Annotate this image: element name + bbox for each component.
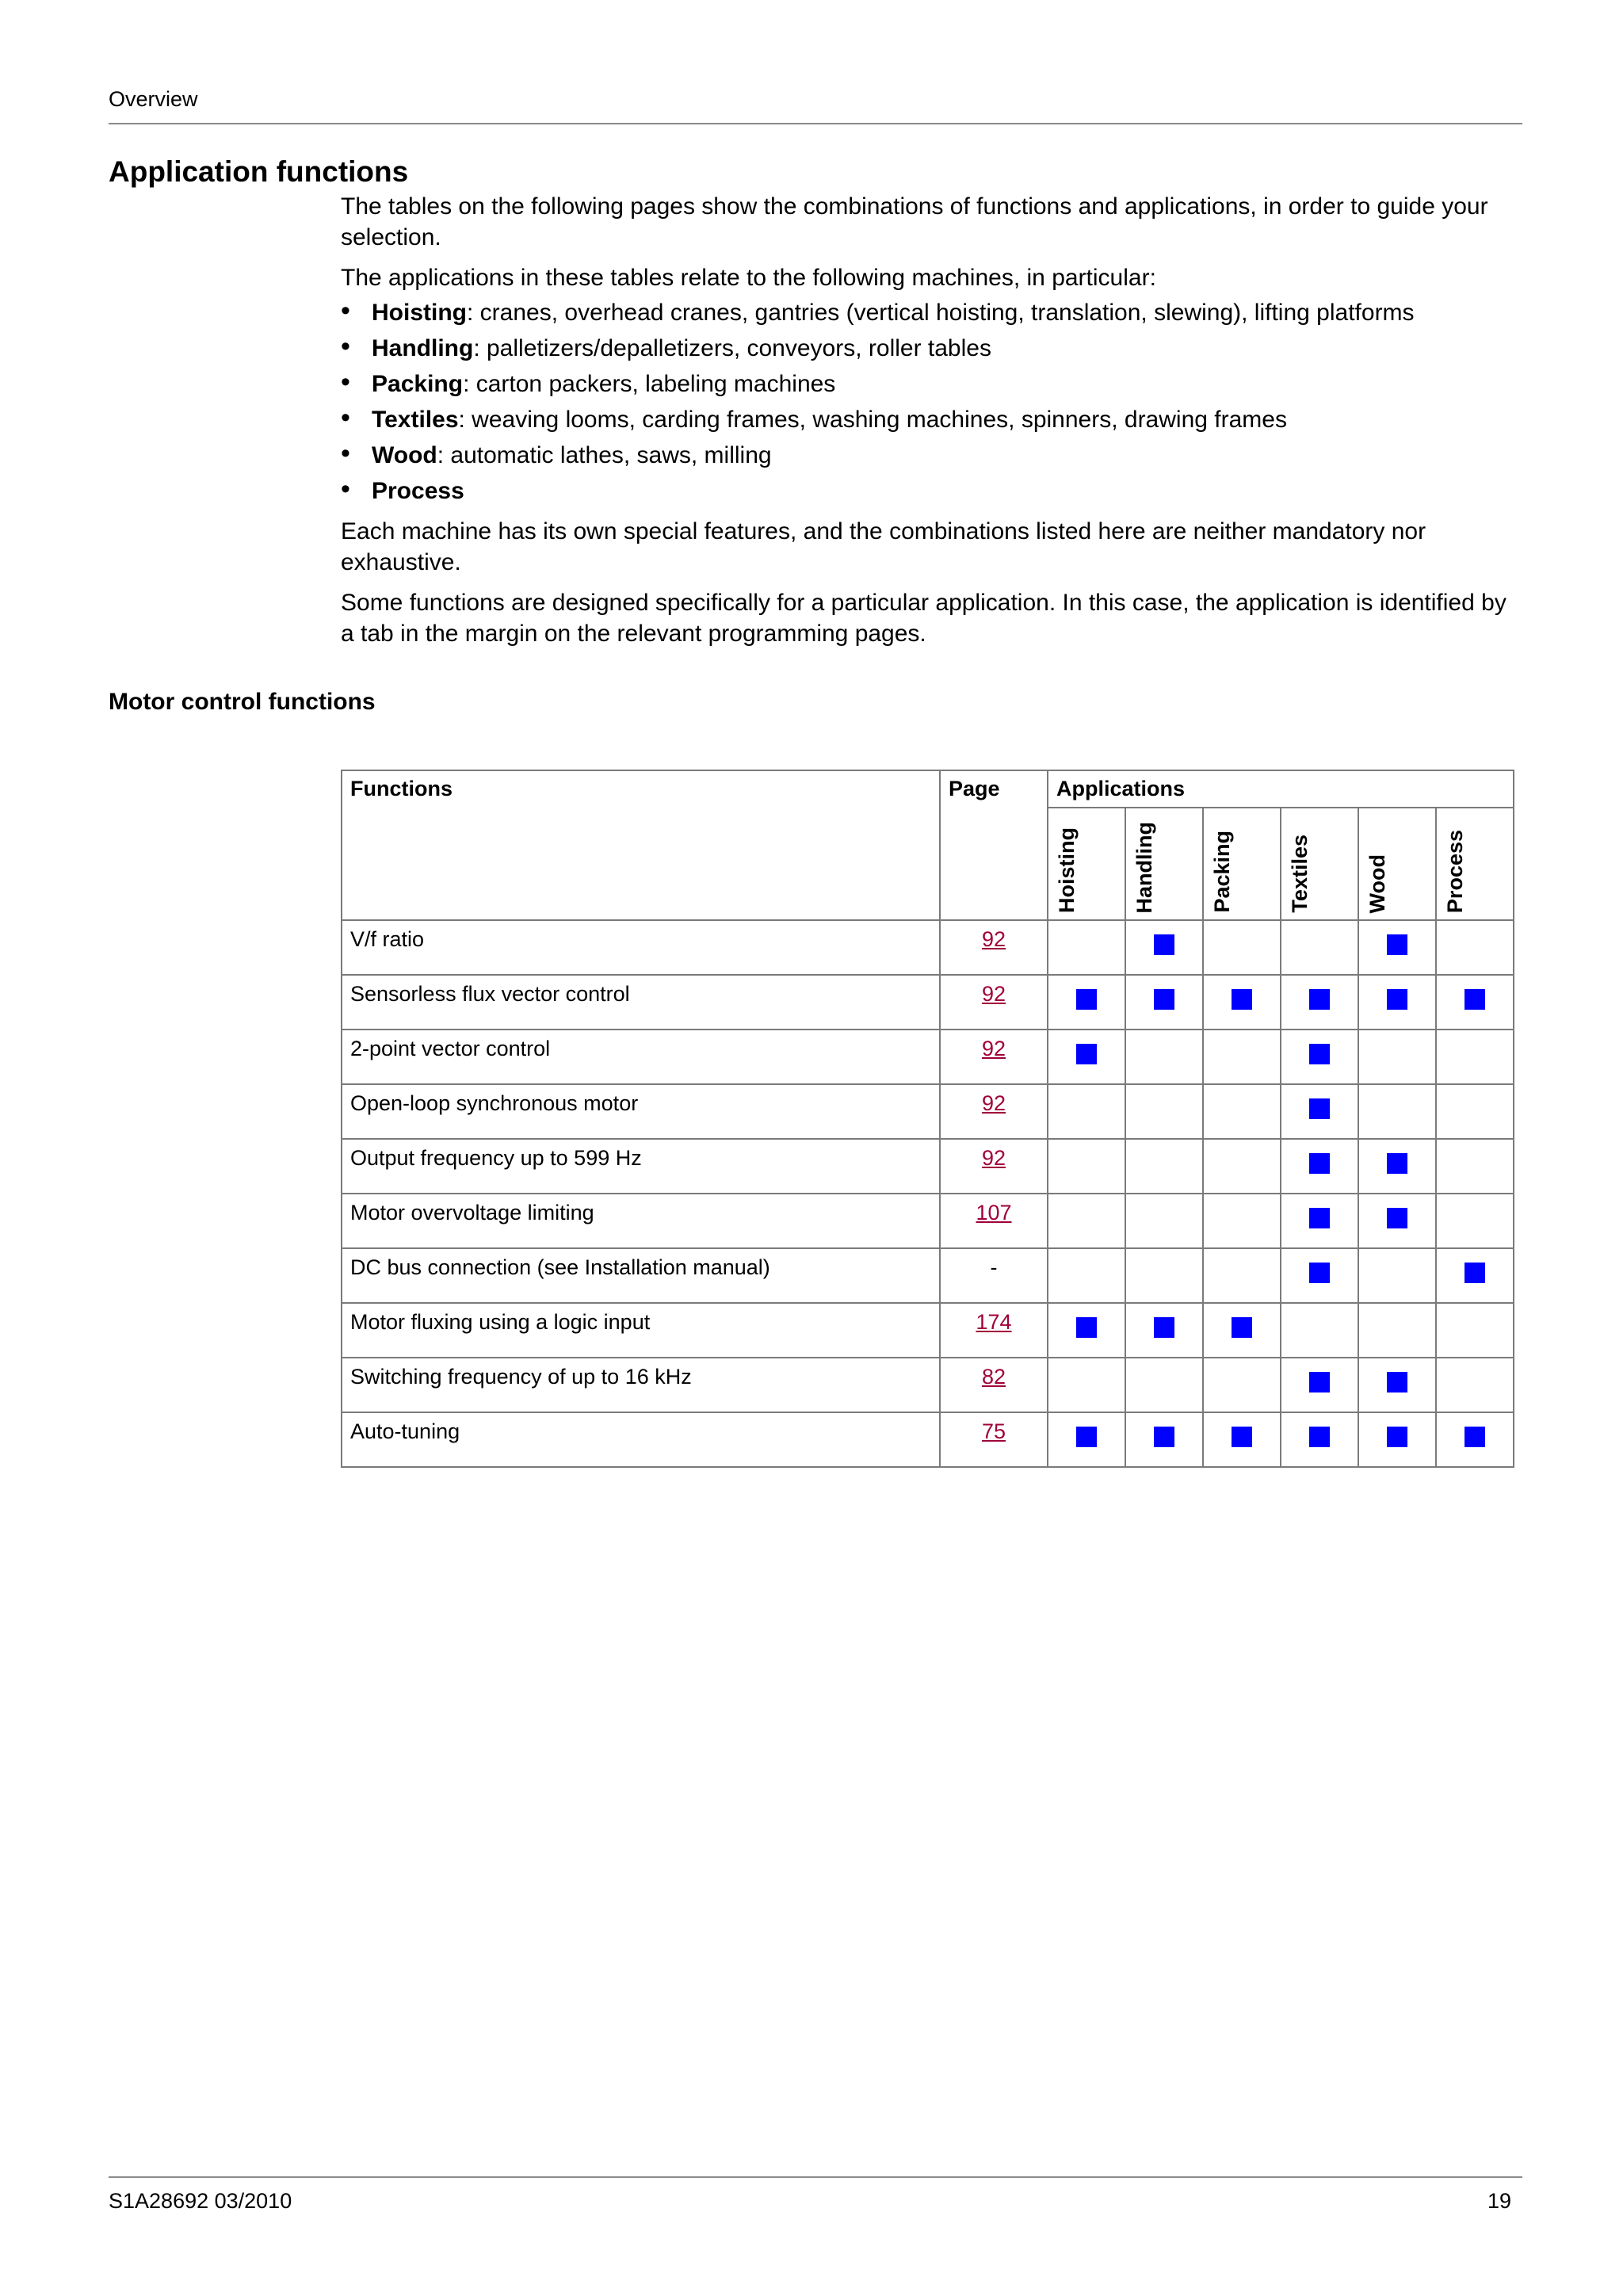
application-cell xyxy=(1281,1358,1358,1412)
page-cell xyxy=(940,1248,1048,1303)
app-header-process xyxy=(1436,808,1514,920)
application-cell xyxy=(1358,1248,1436,1303)
page-cell xyxy=(940,1139,1048,1194)
machine-desc: : palletizers/depalletizers, conveyors, roller tables xyxy=(473,335,991,361)
applies-square-icon xyxy=(1309,1208,1330,1228)
application-cell xyxy=(1281,1084,1358,1139)
bullet-icon: • xyxy=(341,474,350,504)
col-header-functions: Functions xyxy=(342,770,940,920)
application-cell xyxy=(1281,1194,1358,1248)
table-row xyxy=(342,1412,1514,1467)
applies-square-icon xyxy=(1154,934,1174,955)
page-cell xyxy=(940,1194,1048,1248)
application-cell xyxy=(1125,1030,1203,1084)
list-item xyxy=(341,297,1522,333)
application-cell xyxy=(1436,975,1514,1030)
app-header-handling xyxy=(1125,808,1203,920)
list-item xyxy=(341,333,1522,369)
table-row xyxy=(342,1303,1514,1358)
function-name: Switching frequency of up to 16 kHz xyxy=(342,1358,940,1412)
page-cell xyxy=(940,1084,1048,1139)
application-cell xyxy=(1048,1194,1125,1248)
machine-desc: : weaving looms, carding frames, washing machines, spinners, drawing frames xyxy=(458,407,1287,433)
table-row xyxy=(342,1030,1514,1084)
page-link[interactable]: 92 xyxy=(981,982,1006,1006)
machine-name: Hoisting xyxy=(372,300,467,326)
applies-square-icon xyxy=(1154,1317,1174,1338)
application-cell xyxy=(1125,975,1203,1030)
application-cell xyxy=(1436,1303,1514,1358)
machine-name: Packing xyxy=(372,371,464,397)
application-cell xyxy=(1436,1030,1514,1084)
table-row xyxy=(342,1248,1514,1303)
bullet-icon: • xyxy=(341,331,350,361)
machine-desc: : automatic lathes, saws, milling xyxy=(437,442,772,468)
applies-square-icon xyxy=(1232,1427,1252,1447)
list-item xyxy=(341,404,1522,440)
function-name: Sensorless flux vector control xyxy=(342,975,940,1030)
applies-square-icon xyxy=(1076,1044,1097,1064)
page-cell xyxy=(940,975,1048,1030)
application-cell xyxy=(1048,975,1125,1030)
application-cell xyxy=(1048,1030,1125,1084)
application-cell xyxy=(1203,1030,1281,1084)
applies-square-icon xyxy=(1387,989,1407,1010)
application-cell xyxy=(1358,1139,1436,1194)
applies-square-icon xyxy=(1387,1372,1407,1392)
app-header-wood xyxy=(1358,808,1436,920)
bullet-icon: • xyxy=(341,438,350,468)
application-cell xyxy=(1048,1412,1125,1467)
machines-list xyxy=(341,297,1522,511)
bullet-icon: • xyxy=(341,367,350,397)
applies-square-icon xyxy=(1465,1263,1485,1283)
application-cell xyxy=(1125,1139,1203,1194)
applies-square-icon xyxy=(1154,989,1174,1010)
applies-square-icon xyxy=(1232,989,1252,1010)
application-cell xyxy=(1281,1412,1358,1467)
machine-desc: : cranes, overhead cranes, gantries (vertical hoisting, translation, slewing), lifting platforms xyxy=(467,300,1415,326)
function-name: Motor fluxing using a logic input xyxy=(342,1303,940,1358)
note-paragraph-features: Each machine has its own special features, and the combinations listed here are neither mandatory nor exhaustive. xyxy=(341,518,1426,575)
function-name: Open-loop synchronous motor xyxy=(342,1084,940,1139)
page-link[interactable]: 92 xyxy=(981,1091,1006,1115)
application-cell xyxy=(1358,1303,1436,1358)
page-cell xyxy=(940,1030,1048,1084)
page-link[interactable]: 92 xyxy=(981,927,1006,951)
application-cell xyxy=(1125,1194,1203,1248)
applies-square-icon xyxy=(1309,1098,1330,1119)
function-name: Output frequency up to 599 Hz xyxy=(342,1139,940,1194)
page-link[interactable]: 174 xyxy=(976,1310,1012,1334)
machines-intro-paragraph: The applications in these tables relate to the following machines, in particular: xyxy=(341,265,1156,291)
application-cell xyxy=(1358,1194,1436,1248)
table-row xyxy=(342,975,1514,1030)
application-cell xyxy=(1281,920,1358,975)
application-cell xyxy=(1125,1358,1203,1412)
table-row xyxy=(342,1084,1514,1139)
application-cell xyxy=(1048,1084,1125,1139)
page-cell xyxy=(940,1358,1048,1412)
function-name: Motor overvoltage limiting xyxy=(342,1194,940,1248)
app-header-label: Textiles xyxy=(1288,835,1312,913)
app-header-label: Handling xyxy=(1132,821,1156,913)
app-header-label: Wood xyxy=(1365,854,1389,913)
header-rule xyxy=(109,123,1522,124)
application-cell xyxy=(1203,1303,1281,1358)
document-reference: S1A28692 03/2010 xyxy=(109,2189,292,2213)
applies-square-icon xyxy=(1232,1317,1252,1338)
applies-square-icon xyxy=(1309,1044,1330,1064)
applies-square-icon xyxy=(1309,1427,1330,1447)
section-title: Application functions xyxy=(109,155,409,188)
functions-table xyxy=(341,770,1514,1468)
application-cell xyxy=(1436,1248,1514,1303)
page-number: 19 xyxy=(1487,2189,1511,2213)
page-link[interactable]: 107 xyxy=(976,1201,1012,1224)
page-cell xyxy=(940,1412,1048,1467)
application-cell xyxy=(1281,1030,1358,1084)
application-cell xyxy=(1203,1248,1281,1303)
application-cell xyxy=(1358,975,1436,1030)
page-cell xyxy=(940,1303,1048,1358)
footer-rule xyxy=(109,2176,1522,2178)
page-link[interactable]: 92 xyxy=(981,1037,1006,1060)
application-cell xyxy=(1048,1303,1125,1358)
col-header-page: Page xyxy=(940,770,1048,920)
applies-square-icon xyxy=(1309,1372,1330,1392)
page-link[interactable]: 92 xyxy=(981,1146,1006,1170)
running-header: Overview xyxy=(109,87,198,111)
app-header-packing xyxy=(1203,808,1281,920)
bullet-icon: • xyxy=(341,296,350,326)
applies-square-icon xyxy=(1387,1153,1407,1174)
application-cell xyxy=(1203,1139,1281,1194)
application-cell xyxy=(1281,975,1358,1030)
application-cell xyxy=(1281,1248,1358,1303)
app-header-textiles xyxy=(1281,808,1358,920)
table-row xyxy=(342,1139,1514,1194)
function-name: Auto-tuning xyxy=(342,1412,940,1467)
list-item xyxy=(341,369,1522,404)
application-cell xyxy=(1048,1248,1125,1303)
applies-square-icon xyxy=(1465,989,1485,1010)
machine-name: Wood xyxy=(372,442,437,468)
application-cell xyxy=(1436,1358,1514,1412)
applies-square-icon xyxy=(1076,1427,1097,1447)
applies-square-icon xyxy=(1154,1427,1174,1447)
application-cell xyxy=(1358,920,1436,975)
application-cell xyxy=(1358,1358,1436,1412)
applies-square-icon xyxy=(1387,934,1407,955)
page-link[interactable]: 82 xyxy=(981,1365,1006,1389)
application-cell xyxy=(1436,1139,1514,1194)
applies-square-icon xyxy=(1309,989,1330,1010)
application-cell xyxy=(1125,1303,1203,1358)
applies-square-icon xyxy=(1387,1208,1407,1228)
table-row xyxy=(342,1194,1514,1248)
application-cell xyxy=(1203,1358,1281,1412)
applies-square-icon xyxy=(1465,1427,1485,1447)
machine-name: Handling xyxy=(372,335,474,361)
application-cell xyxy=(1436,1194,1514,1248)
col-header-applications: Applications xyxy=(1048,770,1514,808)
application-cell xyxy=(1048,1358,1125,1412)
bullet-icon: • xyxy=(341,403,350,433)
application-cell xyxy=(1048,920,1125,975)
application-cell xyxy=(1358,1030,1436,1084)
application-cell xyxy=(1125,1248,1203,1303)
page-link[interactable]: 75 xyxy=(981,1419,1006,1443)
function-name: V/f ratio xyxy=(342,920,940,975)
intro-paragraph: The tables on the following pages show the combinations of functions and applications, in order to guide your selection. xyxy=(341,193,1488,250)
application-cell xyxy=(1203,1194,1281,1248)
applies-square-icon xyxy=(1309,1153,1330,1174)
application-cell xyxy=(1281,1303,1358,1358)
table-row xyxy=(342,920,1514,975)
application-cell xyxy=(1436,1412,1514,1467)
machine-desc: : carton packers, labeling machines xyxy=(463,371,836,397)
app-header-label: Packing xyxy=(1210,831,1234,913)
applies-square-icon xyxy=(1309,1263,1330,1283)
page-cell xyxy=(940,920,1048,975)
table-row xyxy=(342,1358,1514,1412)
application-cell xyxy=(1125,920,1203,975)
application-cell xyxy=(1203,920,1281,975)
app-header-label: Hoisting xyxy=(1055,827,1079,913)
function-name: DC bus connection (see Installation manual) xyxy=(342,1248,940,1303)
function-name: 2-point vector control xyxy=(342,1030,940,1084)
application-cell xyxy=(1358,1412,1436,1467)
application-cell xyxy=(1281,1139,1358,1194)
page-value: - xyxy=(990,1255,998,1279)
app-header-hoisting xyxy=(1048,808,1125,920)
application-cell xyxy=(1436,920,1514,975)
applies-square-icon xyxy=(1387,1427,1407,1447)
note-paragraph-tab: Some functions are designed specifically for a particular application. In this case, the application is identified by a tab in the margin on the relevant programming pages. xyxy=(341,590,1507,647)
app-header-label: Process xyxy=(1443,829,1467,913)
applies-square-icon xyxy=(1076,1317,1097,1338)
motor-control-heading: Motor control functions xyxy=(109,689,376,715)
application-cell xyxy=(1203,1412,1281,1467)
application-cell xyxy=(1358,1084,1436,1139)
machine-name: Textiles xyxy=(372,407,459,433)
application-cell xyxy=(1125,1412,1203,1467)
list-item xyxy=(341,476,1522,511)
application-cell xyxy=(1048,1139,1125,1194)
application-cell xyxy=(1125,1084,1203,1139)
application-cell xyxy=(1203,975,1281,1030)
application-cell xyxy=(1436,1084,1514,1139)
applies-square-icon xyxy=(1076,989,1097,1010)
list-item xyxy=(341,440,1522,476)
application-cell xyxy=(1203,1084,1281,1139)
machine-name: Process xyxy=(372,478,464,504)
